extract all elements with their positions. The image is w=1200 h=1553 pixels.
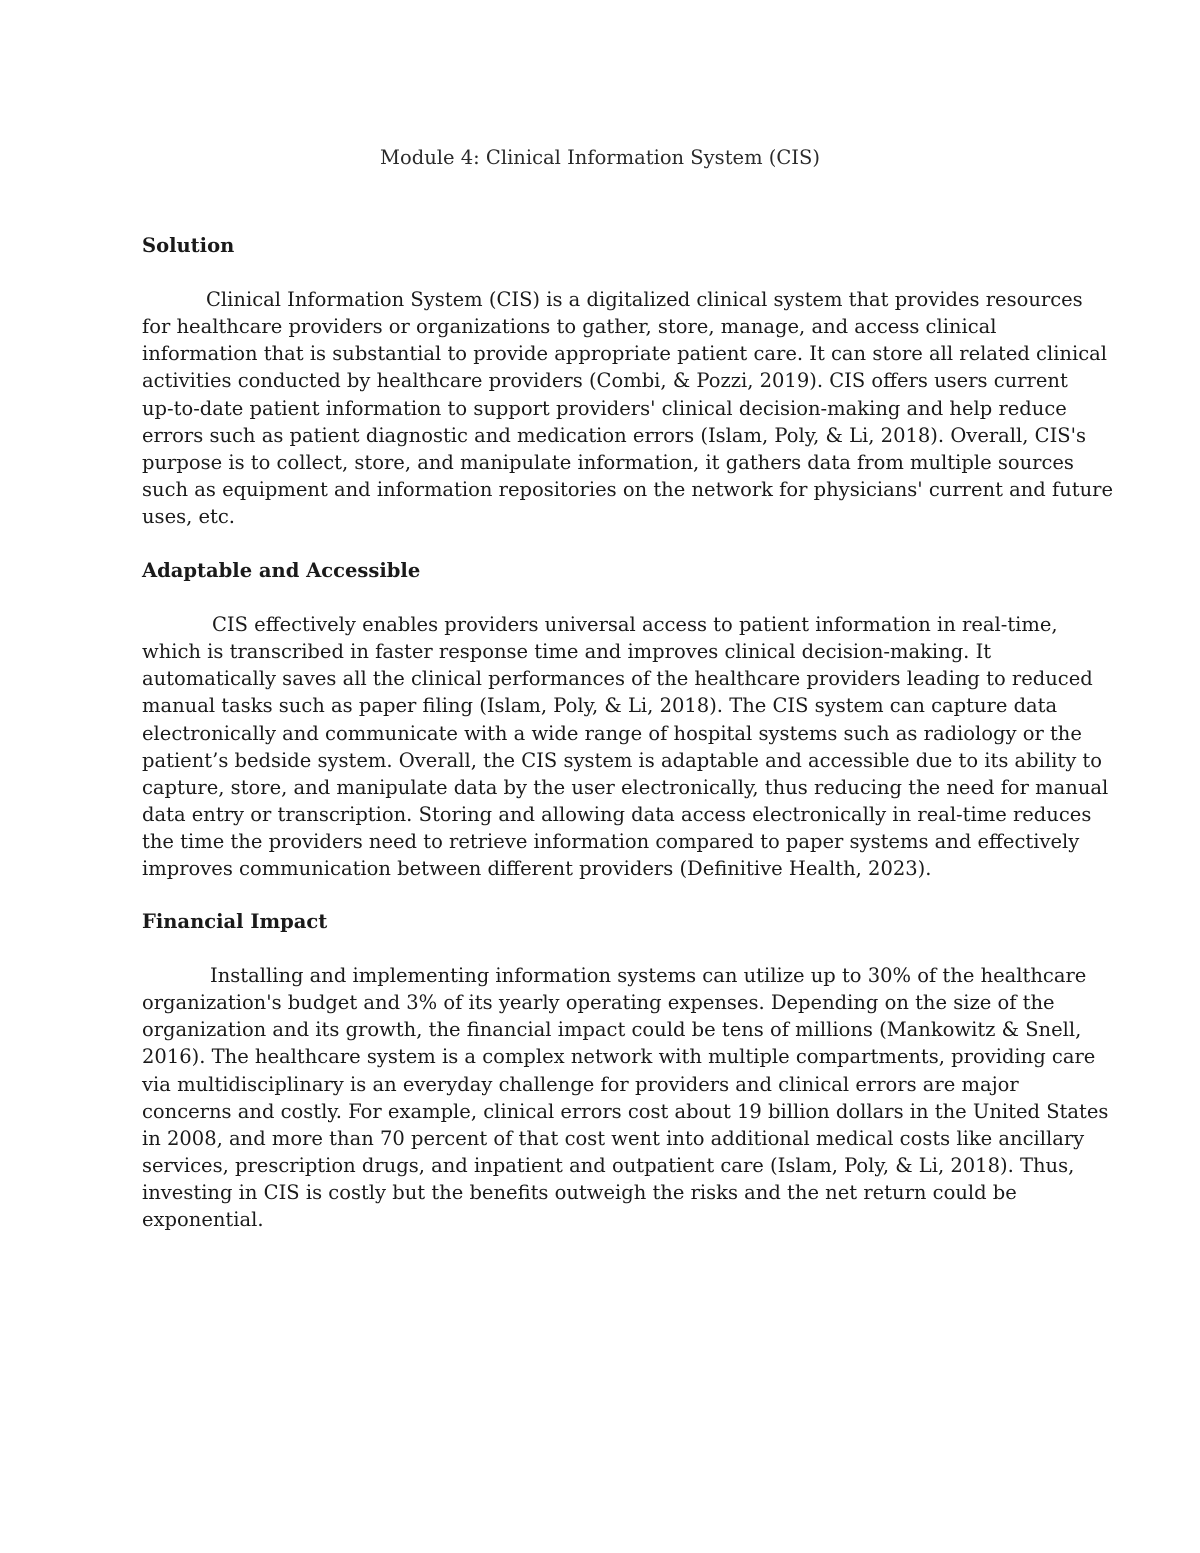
paragraph-line: 2016). The healthcare system is a complex network with multiple compartments, providing care: [142, 1045, 1096, 1069]
paragraph-line: purpose is to collect, store, and manipulate information, it gathers data from multiple sources: [142, 450, 1074, 474]
paragraph-line: which is transcribed in faster response time and improves clinical decision-making. It: [142, 640, 992, 664]
paragraph-line: manual tasks such as paper filing (Islam, Poly, & Li, 2018). The CIS system can capture data: [142, 694, 1058, 718]
paragraph-line: automatically saves all the clinical performances of the healthcare providers leading to reduced: [142, 667, 1093, 691]
paragraph-line: up-to-date patient information to support providers' clinical decision-making and help reduce: [142, 396, 1067, 420]
paragraph-line: organization and its growth, the financial impact could be tens of millions (Mankowitz & Snell,: [142, 1018, 1082, 1042]
section-heading-financial-impact: Financial Impact: [142, 910, 328, 933]
paragraph-line: activities conducted by healthcare providers (Combi, & Pozzi, 2019). CIS offers users current: [142, 369, 1068, 393]
section-body-adaptable-accessible: [142, 611, 1109, 882]
paragraph-line: electronically and communicate with a wide range of hospital systems such as radiology or the: [142, 721, 1082, 745]
paragraph-line: the time the providers need to retrieve information compared to paper systems and effectively: [142, 830, 1080, 854]
section-body-financial-impact: [142, 962, 1109, 1233]
paragraph-line: for healthcare providers or organizations to gather, store, manage, and access clinical: [142, 315, 997, 339]
paragraph-line: concerns and costly. For example, clinical errors cost about 19 billion dollars in the United States: [142, 1099, 1109, 1123]
paragraph-line: such as equipment and information repositories on the network for physicians' current and future: [142, 477, 1114, 501]
paragraph-line: uses, etc.: [142, 505, 236, 529]
paragraph-line: errors such as patient diagnostic and medication errors (Islam, Poly, & Li, 2018). Overall, CIS's: [142, 423, 1087, 447]
paragraph-line: investing in CIS is costly but the benefits outweigh the risks and the net return could be: [142, 1181, 1017, 1205]
paragraph-line: organization's budget and 3% of its yearly operating expenses. Depending on the size of the: [142, 991, 1055, 1015]
paragraph-line: in 2008, and more than 70 percent of that cost went into additional medical costs like ancillary: [142, 1126, 1085, 1150]
section-body-solution: [142, 286, 1114, 530]
paragraph-line: Clinical Information System (CIS) is a digitalized clinical system that provides resources: [206, 288, 1083, 311]
section-heading-adaptable-accessible: Adaptable and Accessible: [142, 559, 421, 582]
paragraph-line: capture, store, and manipulate data by the user electronically, thus reducing the need for manual: [142, 775, 1109, 799]
section-heading-solution: Solution: [142, 234, 235, 257]
paragraph-line: Installing and implementing information systems can utilize up to 30% of the healthcare: [210, 964, 1087, 987]
paragraph-line: services, prescription drugs, and inpatient and outpatient care (Islam, Poly, & Li, 2018). Thus,: [142, 1153, 1075, 1177]
paragraph-line: improves communication between different providers (Definitive Health, 2023).: [142, 857, 932, 881]
paragraph-line: patient’s bedside system. Overall, the CIS system is adaptable and accessible due to its ability to: [142, 748, 1102, 772]
paragraph-line: data entry or transcription. Storing and allowing data access electronically in real-time reduces: [142, 802, 1092, 826]
document-title: Module 4: Clinical Information System (CIS): [380, 146, 820, 169]
paragraph-line: information that is substantial to provide appropriate patient care. It can store all related clinical: [142, 342, 1108, 366]
paragraph-line: CIS effectively enables providers universal access to patient information in real-time,: [212, 613, 1058, 636]
paragraph-line: exponential.: [142, 1208, 264, 1232]
paragraph-line: via multidisciplinary is an everyday challenge for providers and clinical errors are major: [142, 1072, 1019, 1096]
